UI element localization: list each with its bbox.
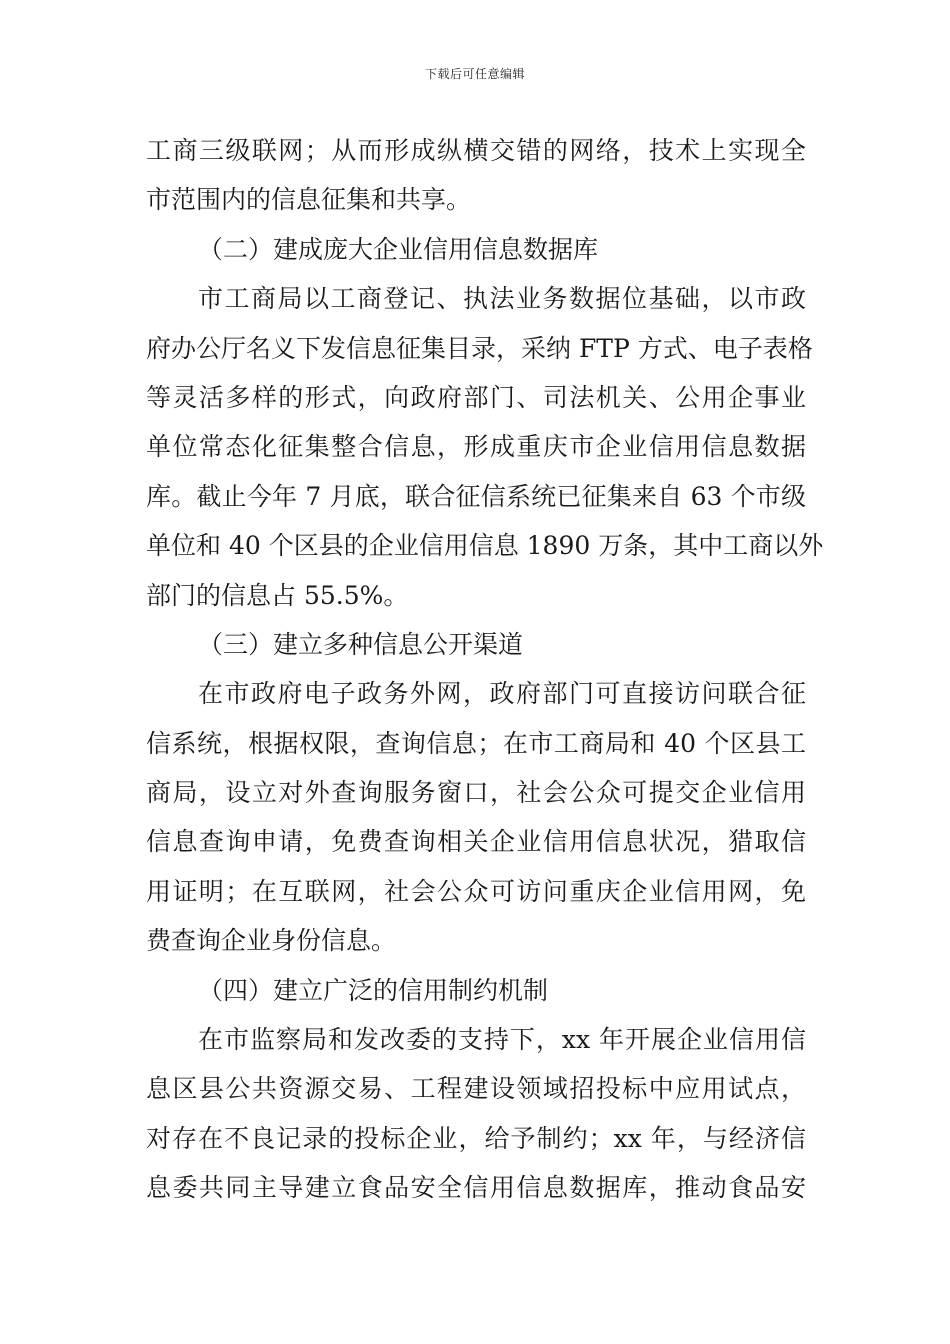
text-line: 费查询企业身份信息。 [146, 926, 397, 956]
text-line: 息委共同主导建立食品安全信用信息数据库，推动食品安 [146, 1173, 806, 1203]
text-line: 信息查询申请，免费查询相关企业信用信息状况，猎取信 [146, 827, 806, 857]
text-line: 商局，设立对外查询服务窗口，社会公众可提交企业信用 [146, 778, 806, 808]
text-line: 信系统，根据权限，查询信息；在市工商局和 40 个区县工 [146, 728, 806, 758]
text-line: 等灵活多样的形式，向政府部门、司法机关、公用企事业 [146, 382, 806, 412]
text-line: 市范围内的信息征集和共享。 [146, 185, 472, 215]
page-header-note: 下载后可任意编辑 [424, 67, 525, 81]
text-line: 工商三级联网；从而形成纵横交错的网络，技术上实现全 [146, 136, 806, 165]
section-heading: （三）建立多种信息公开渠道 [198, 629, 524, 659]
text-line: 用证明；在互联网，社会公众可访问重庆企业信用网，免 [146, 876, 806, 906]
text-line: 单位常态化征集整合信息，形成重庆市企业信用信息数据 [146, 432, 806, 462]
section-heading: （二）建成庞大企业信用信息数据库 [198, 234, 599, 264]
text-line: 对存在不良记录的投标企业，给予制约；xx 年，与经济信 [146, 1123, 806, 1153]
text-line: 府办公厅名义下发信息征集目录，采纳 FTP 方式、电子表格 [146, 333, 813, 363]
section-heading: （四）建立广泛的信用制约机制 [198, 975, 549, 1005]
document-body [146, 126, 824, 1213]
text-line: 库。截止今年 7 月底，联合征信系统已征集来自 63 个市级 [146, 481, 806, 511]
text-line: 在市监察局和发改委的支持下，xx 年开展企业信用信 [198, 1025, 806, 1055]
text-line: 息区县公共资源交易、工程建设领域招投标中应用试点， [146, 1074, 806, 1104]
text-line: 部门的信息占 55.5%。 [146, 580, 409, 610]
text-line: 在市政府电子政务外网，政府部门可直接访问联合征 [198, 679, 806, 709]
text-line: 市工商局以工商登记、执法业务数据位基础，以市政 [198, 284, 806, 314]
text-line: 单位和 40 个区县的企业信用信息 1890 万条，其中工商以外 [146, 531, 824, 561]
